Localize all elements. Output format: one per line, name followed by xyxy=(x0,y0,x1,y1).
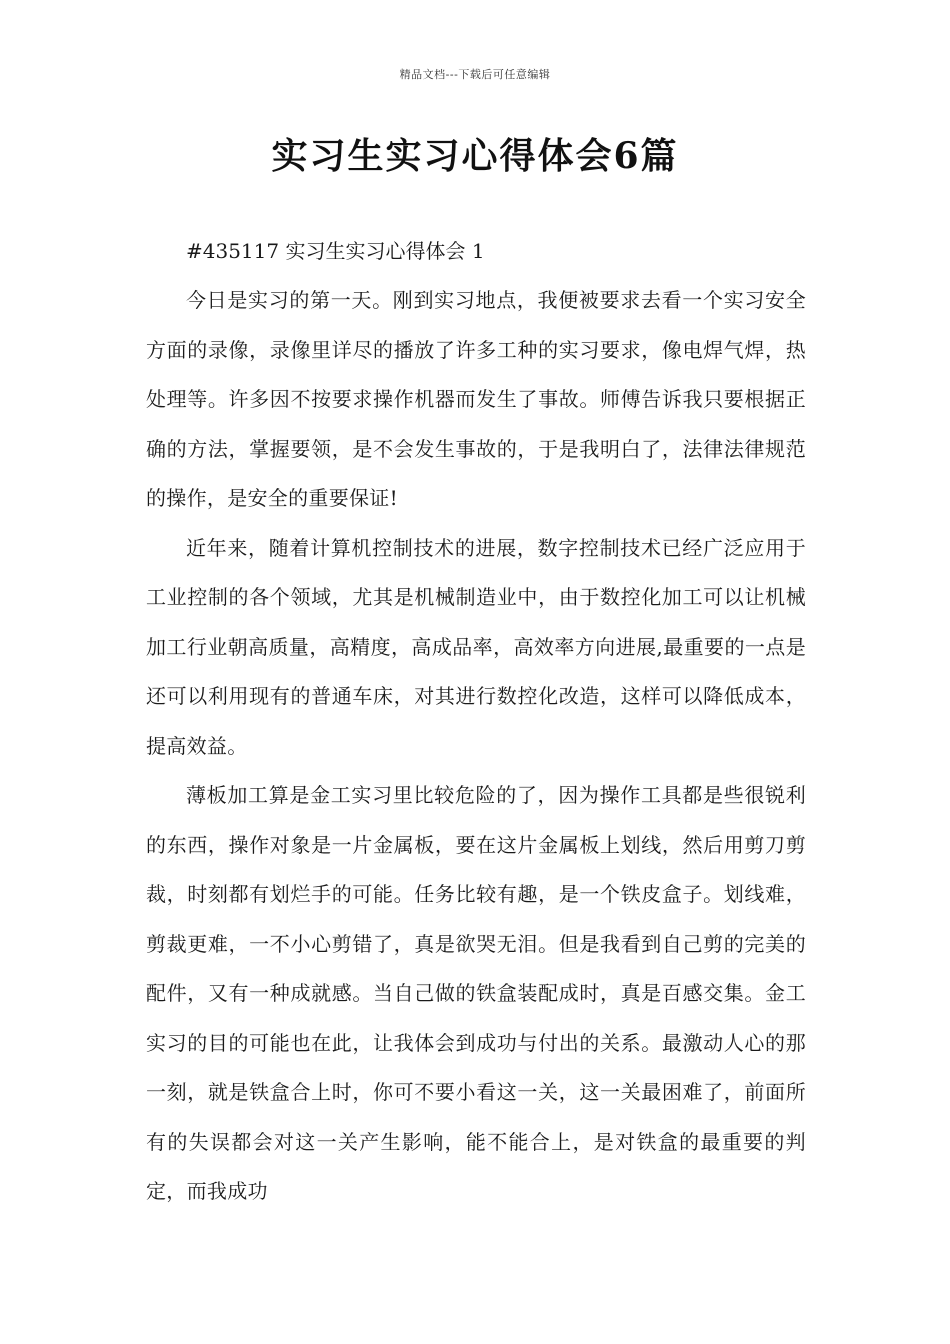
paragraph-1: 今日是实习的第一天。刚到实习地点，我便被要求去看一个实习安全方面的录像，录像里详尽的播放了许多工种的实习要求，像电焊气焊，热处理等。许多因不按要求操作机器而发生了事故。师傅告诉我只要根据正确的方法，掌握要领，是不会发生事故的，于是我明白了，法律法律规范的操作，是安全的重要保证! xyxy=(146,288,806,510)
paragraph-2: 近年来，随着计算机控制技术的进展，数字控制技术已经广泛应用于工业控制的各个领域，尤其是机械制造业中，由于数控化加工可以让机械加工行业朝高质量，高精度，高成品率，高效率方向进展,最重要的一点是还可以利用现有的普通车床，对其进行数控化改造，这样可以降低成本，提高效益。 xyxy=(146,535,806,758)
page-header: 精品文档---下载后可任意编辑 xyxy=(399,68,551,81)
section-heading: #435117 实习生实习心得体会 1 xyxy=(186,239,485,263)
document-title: 实习生实习心得体会6篇 xyxy=(271,135,679,177)
paragraph-3: 薄板加工算是金工实习里比较危险的了，因为操作工具都是些很锐利的东西，操作对象是一片金属板，要在这片金属板上划线，然后用剪刀剪裁，时刻都有划烂手的可能。任务比较有趣，是一个铁皮盒子。划线难，剪裁更难，一不小心剪错了，真是欲哭无泪。但是我看到自己剪的完美的配件，又有一种成就感。当自己做的铁盒装配成时，真是百感交集。金工实习的目的可能也在此，让我体会到成功与付出的关系。最激动人心的那一刻，就是铁盒合上时，你可不要小看这一关，这一关最困难了，前面所有的失误都会对这一关产生影响，能不能合上，是对铁盒的最重要的判定，而我成功 xyxy=(146,783,806,1203)
document-body xyxy=(146,226,806,1217)
